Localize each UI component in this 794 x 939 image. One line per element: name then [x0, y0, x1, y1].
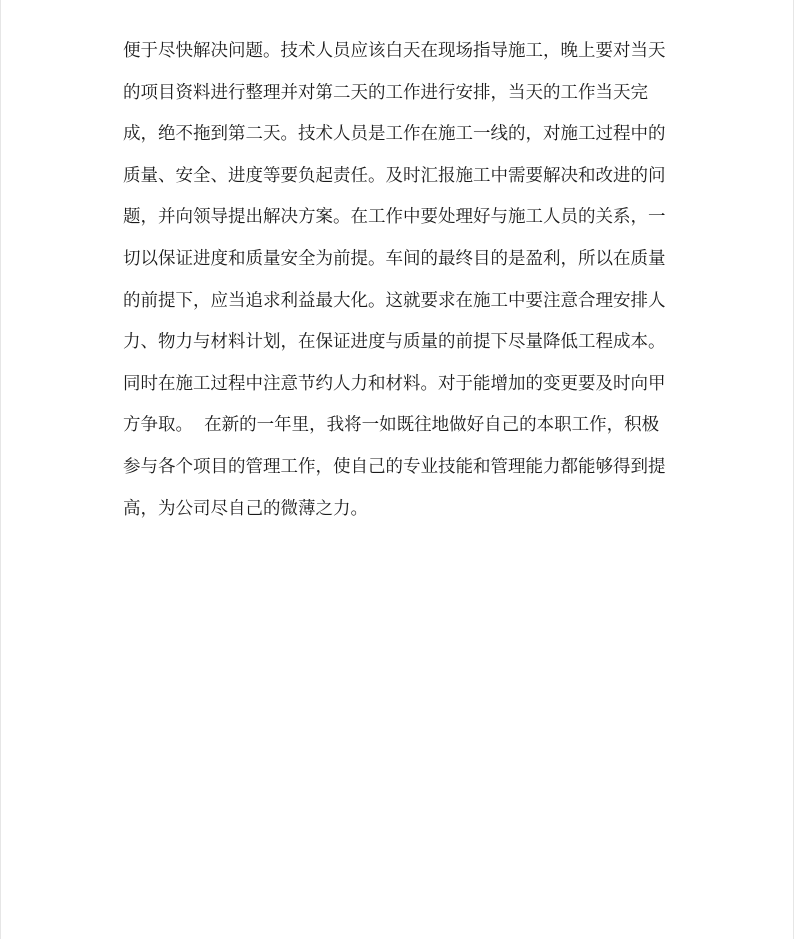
paragraph-line: 力、物力与材料计划，在保证进度与质量的前提下尽量降低工程成本。 — [123, 332, 666, 353]
paragraph-line: 同时在施工过程中注意节约人力和材料。对于能增加的变更要及时向甲 — [123, 373, 666, 394]
paragraph-line: 切以保证进度和质量安全为前提。车间的最终目的是盈利，所以在质量 — [123, 248, 666, 269]
paragraph-line: 的前提下，应当追求利益最大化。这就要求在施工中要注意合理安排人 — [123, 290, 666, 311]
paragraph-line: 的项目资料进行整理并对第二天的工作进行安排，当天的工作当天完 — [123, 82, 648, 103]
paragraph-line: 高，为公司尽自己的微薄之力。 — [123, 498, 368, 519]
body-paragraph — [123, 31, 683, 530]
paragraph-line: 方争取。 在新的一年里，我将一如既往地做好自己的本职工作，积极 — [123, 415, 660, 436]
paragraph-line: 便于尽快解决问题。技术人员应该白天在现场指导施工，晚上要对当天 — [123, 41, 666, 61]
paragraph-line: 成，绝不拖到第二天。技术人员是工作在施工一线的，对施工过程中的 — [123, 124, 666, 145]
paragraph-line: 题，并向领导提出解决方案。在工作中要处理好与施工人员的关系，一 — [123, 207, 666, 228]
paragraph-line: 参与各个项目的管理工作，使自己的专业技能和管理能力都能够得到提 — [123, 456, 666, 477]
paragraph-line: 质量、安全、进度等要负起责任。及时汇报施工中需要解决和改进的问 — [123, 165, 666, 186]
